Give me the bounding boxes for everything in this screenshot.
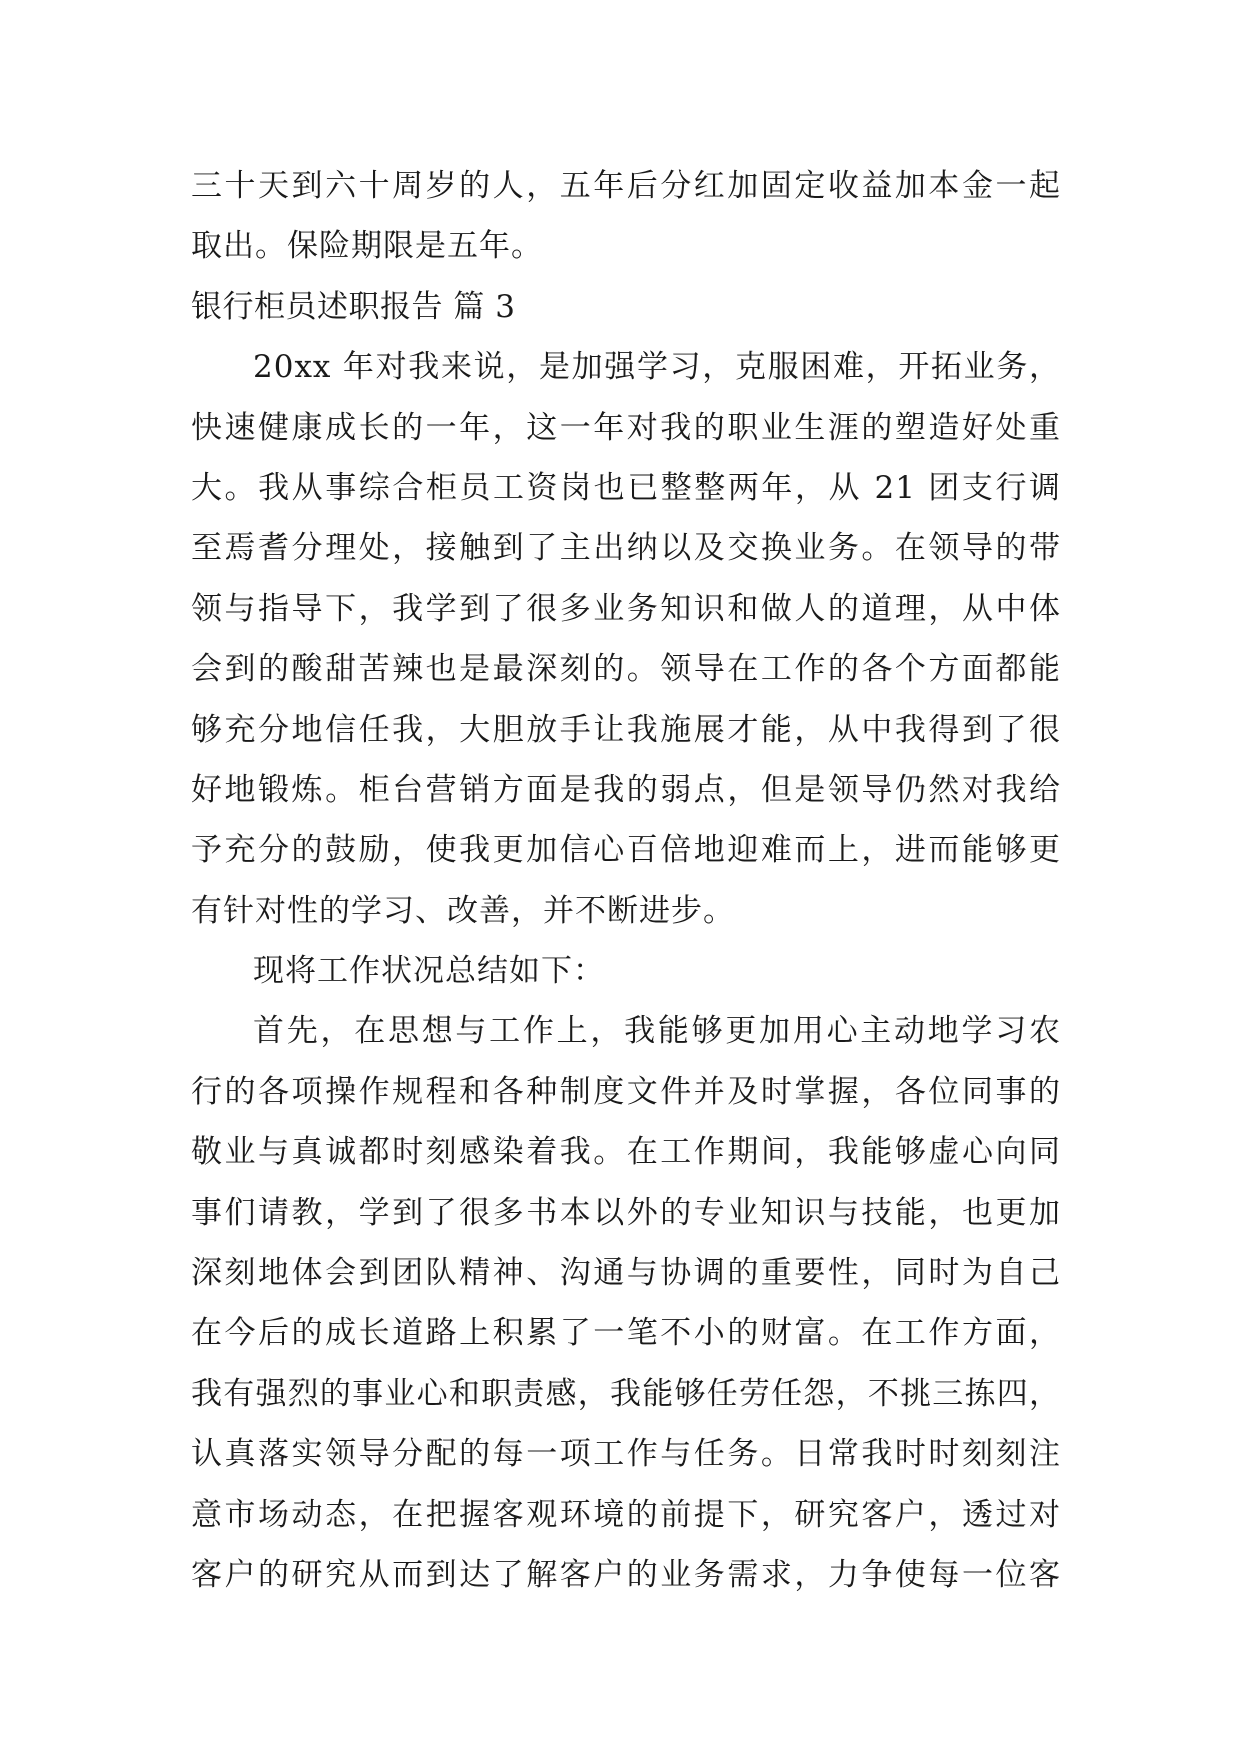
- text-line: 有针对性的学习、改善，并不断进步。: [191, 892, 735, 929]
- text-line: 予充分的鼓励，使我更加信心百倍地迎难而上，进而能够更: [191, 832, 1061, 869]
- text-line: 至焉耆分理处，接触到了主出纳以及交换业务。在领导的带: [191, 530, 1061, 567]
- paragraph-first-line: 首先，在思想与工作上，我能够更加用心主动地学习农: [253, 1013, 1061, 1050]
- text-line: 事们请教，学到了很多书本以外的专业知识与技能，也更加: [191, 1194, 1061, 1231]
- text-line: 行的各项操作规程和各种制度文件并及时掌握，各位同事的: [191, 1073, 1061, 1110]
- document-body: [191, 156, 1061, 1605]
- text-line: 大。我从事综合柜员工资岗也已整整两年，从 21 团支行调: [191, 469, 1061, 506]
- text-line: 认真落实领导分配的每一项工作与任务。日常我时时刻刻注: [191, 1436, 1061, 1473]
- text-line: 深刻地体会到团队精神、沟通与协调的重要性，同时为自己: [191, 1255, 1061, 1292]
- text-line: 三十天到六十周岁的人，五年后分红加固定收益加本金一起: [191, 168, 1061, 204]
- text-line: 领与指导下，我学到了很多业务知识和做人的道理，从中体: [191, 590, 1061, 627]
- section-heading: 银行柜员述职报告 篇 3: [191, 288, 516, 325]
- text-line: 我有强烈的事业心和职责感，我能够任劳任怨，不挑三拣四，: [191, 1375, 1061, 1412]
- text-line: 好地锻炼。柜台营销方面是我的弱点，但是领导仍然对我给: [191, 771, 1061, 808]
- paragraph-first-line: 现将工作状况总结如下：: [253, 953, 605, 990]
- text-line: 客户的研究从而到达了解客户的业务需求，力争使每一位客: [191, 1556, 1061, 1593]
- text-line: 意市场动态，在把握客观环境的前提下，研究客户，透过对: [191, 1496, 1061, 1533]
- text-line: 在今后的成长道路上积累了一笔不小的财富。在工作方面，: [191, 1315, 1061, 1352]
- text-line: 敬业与真诚都时刻感染着我。在工作期间，我能够虚心向同: [191, 1134, 1061, 1171]
- text-line: 快速健康成长的一年，这一年对我的职业生涯的塑造好处重: [191, 409, 1061, 446]
- paragraph-first-line: 20xx 年对我来说，是加强学习，克服困难，开拓业务，: [253, 349, 1061, 386]
- text-line: 会到的酸甜苦辣也是最深刻的。领导在工作的各个方面都能: [191, 651, 1061, 688]
- text-line: 取出。保险期限是五年。: [191, 228, 543, 265]
- text-line: 够充分地信任我，大胆放手让我施展才能，从中我得到了很: [191, 711, 1061, 748]
